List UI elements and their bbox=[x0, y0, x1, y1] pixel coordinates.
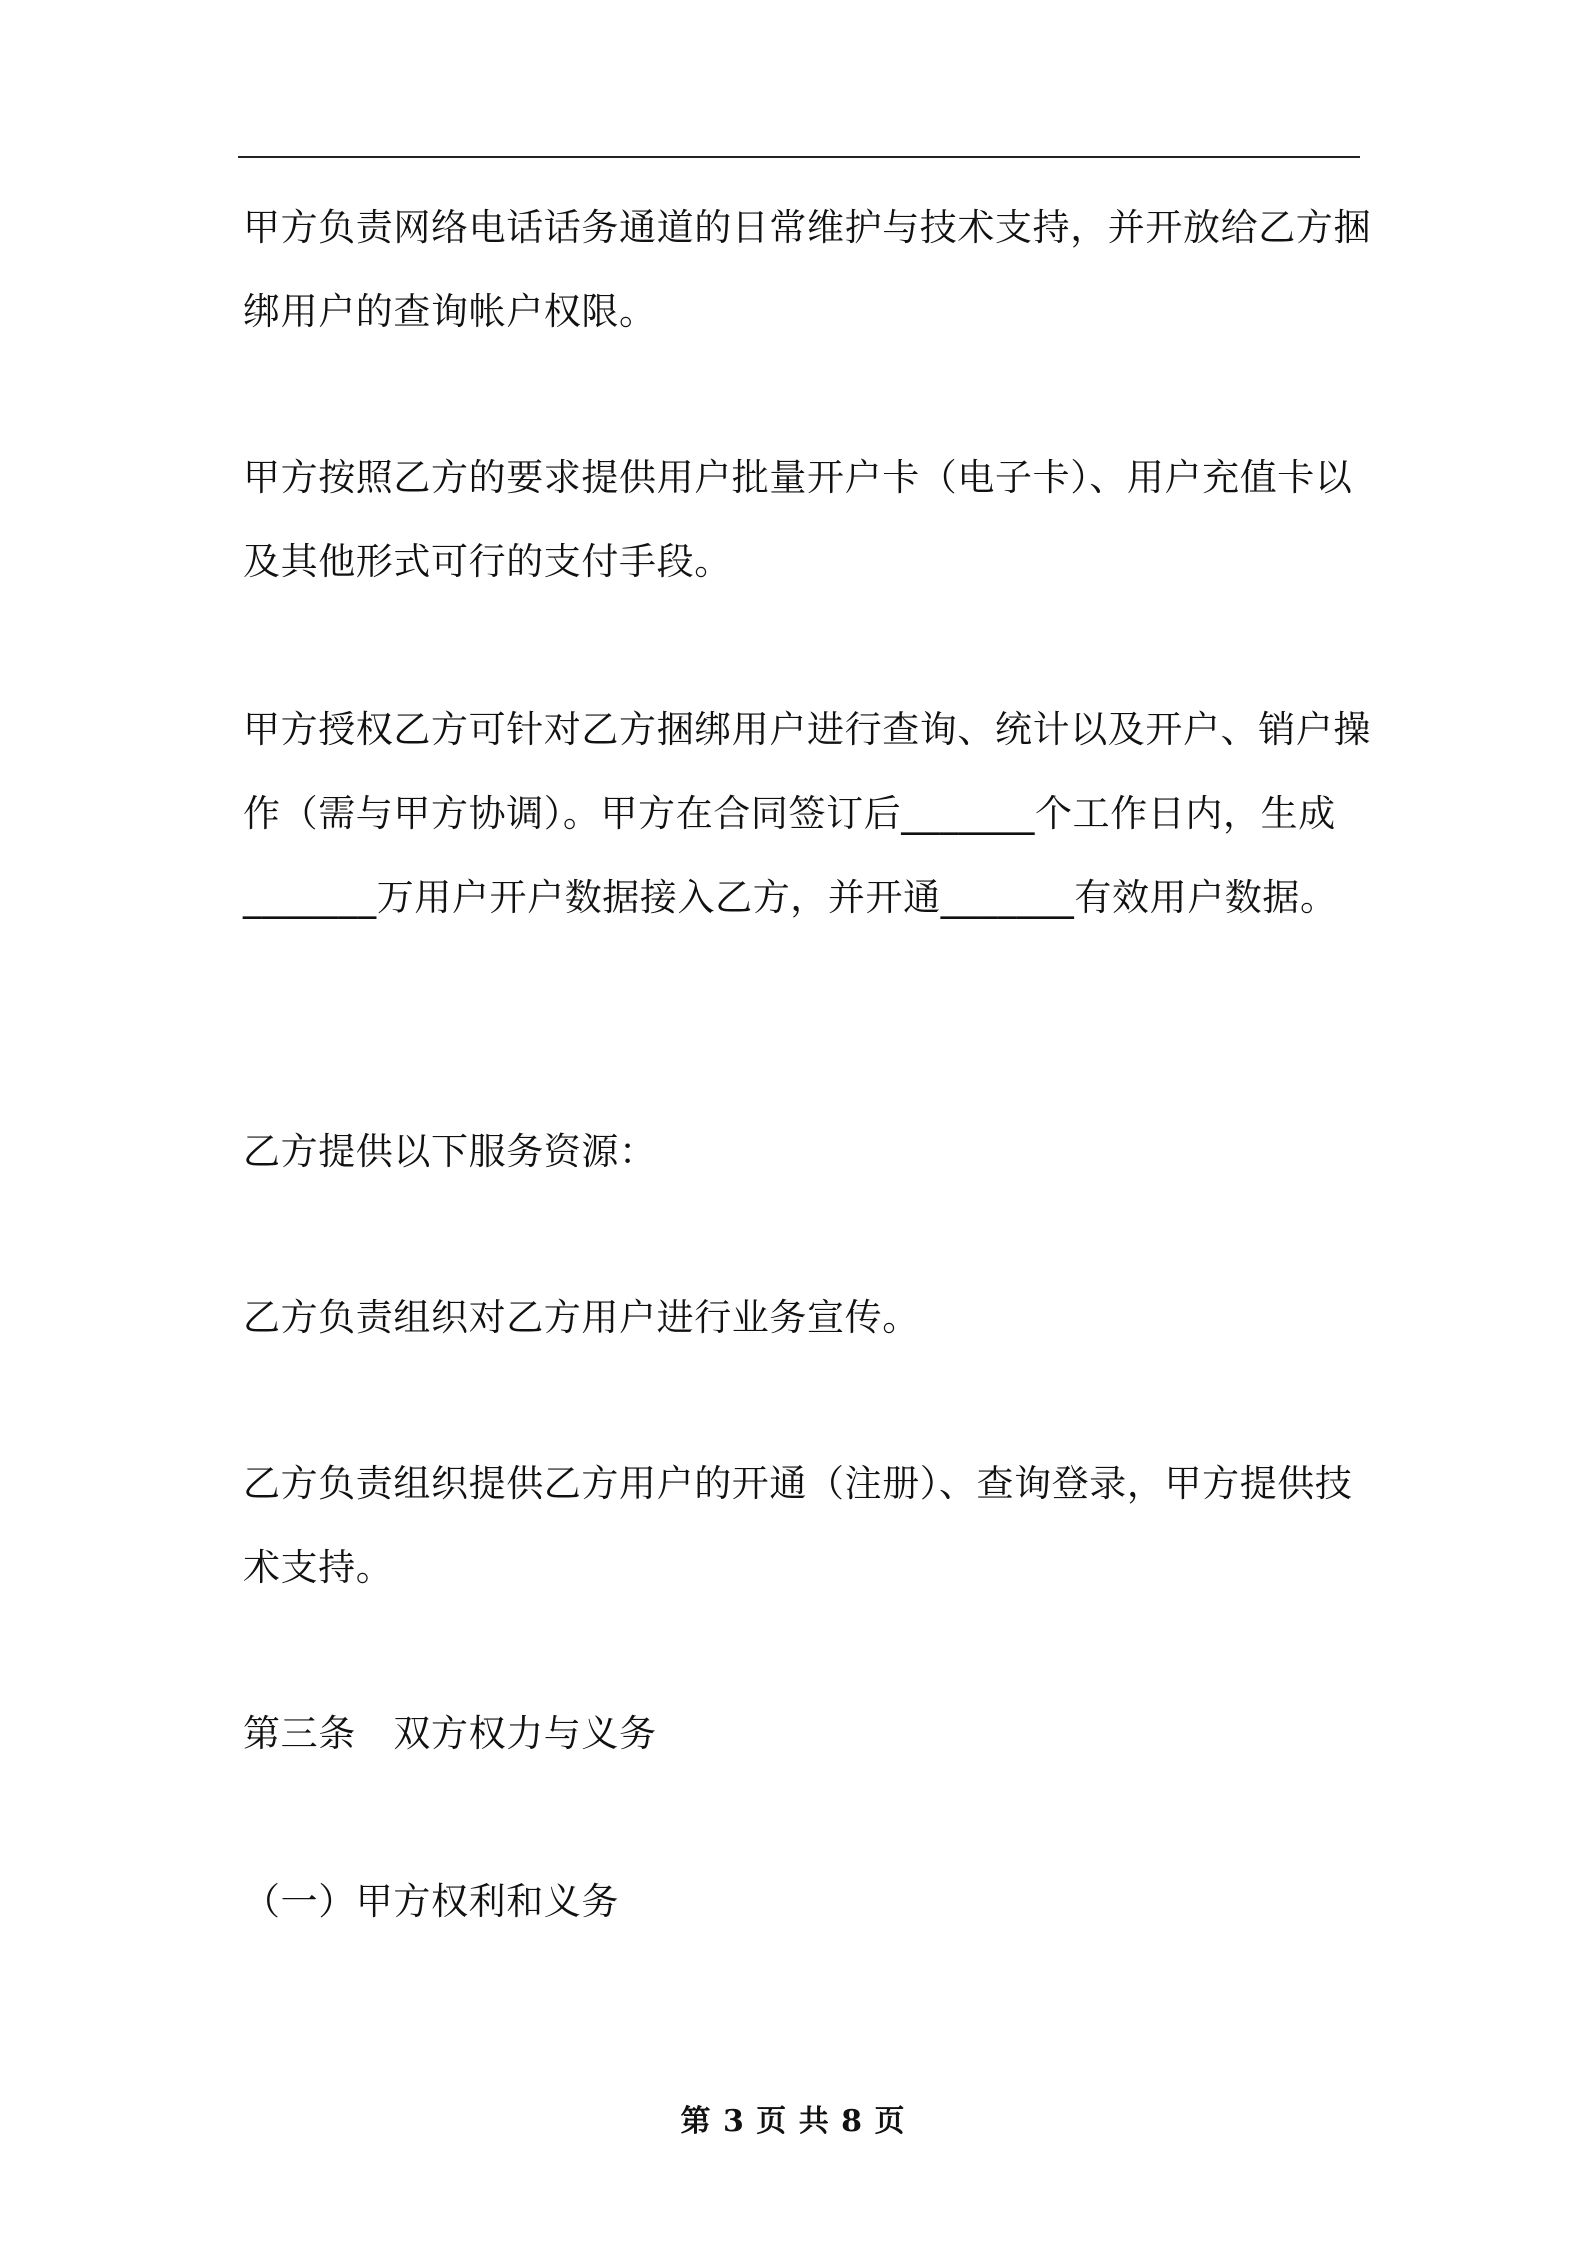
paragraph-line: 术支持。 bbox=[243, 1546, 394, 1589]
subsection-heading-text: （一）甲方权利和义务 bbox=[243, 1880, 619, 1923]
paragraph-line: 甲方负责网络电话话务通道的日常维护与技术支持，并开放给乙方捆 bbox=[243, 206, 1371, 249]
section-heading-text: 第三条 双方权力与义务 bbox=[243, 1712, 657, 1755]
section-heading bbox=[243, 1692, 1358, 1776]
paragraph-2 bbox=[243, 436, 1358, 604]
paragraph-line: 甲方授权乙方可针对乙方捆绑用户进行查询、统计以及开户、销户操 bbox=[243, 708, 1371, 751]
paragraph-line: _______万用户开户数据接入乙方，并开通_______有效用户数据。 bbox=[243, 876, 1338, 919]
page-number-footer: 第 3 页 共 8 页 bbox=[680, 2104, 906, 2139]
paragraph-line: 甲方按照乙方的要求提供用户批量开户卡（电子卡）、用户充值卡以 bbox=[243, 456, 1353, 499]
paragraph-line: 乙方负责组织对乙方用户进行业务宣传。 bbox=[243, 1296, 920, 1339]
paragraph-line: 绑用户的查询帐户权限。 bbox=[243, 290, 657, 333]
paragraph-1 bbox=[243, 186, 1371, 354]
paragraph-line: 及其他形式可行的支付手段。 bbox=[243, 540, 732, 583]
paragraph-3 bbox=[243, 688, 1371, 940]
paragraph-line: 乙方负责组织提供乙方用户的开通（注册）、查询登录，甲方提供技 bbox=[243, 1462, 1353, 1505]
subsection-heading bbox=[243, 1860, 1358, 1944]
paragraph-4 bbox=[243, 1110, 1358, 1194]
paragraph-5 bbox=[243, 1276, 1358, 1360]
header-rule bbox=[238, 156, 1360, 158]
paragraph-line: 作（需与甲方协调）。甲方在合同签订后_______个工作日内，生成 bbox=[243, 792, 1336, 835]
paragraph-6 bbox=[243, 1442, 1358, 1610]
paragraph-line: 乙方提供以下服务资源： bbox=[243, 1130, 657, 1173]
